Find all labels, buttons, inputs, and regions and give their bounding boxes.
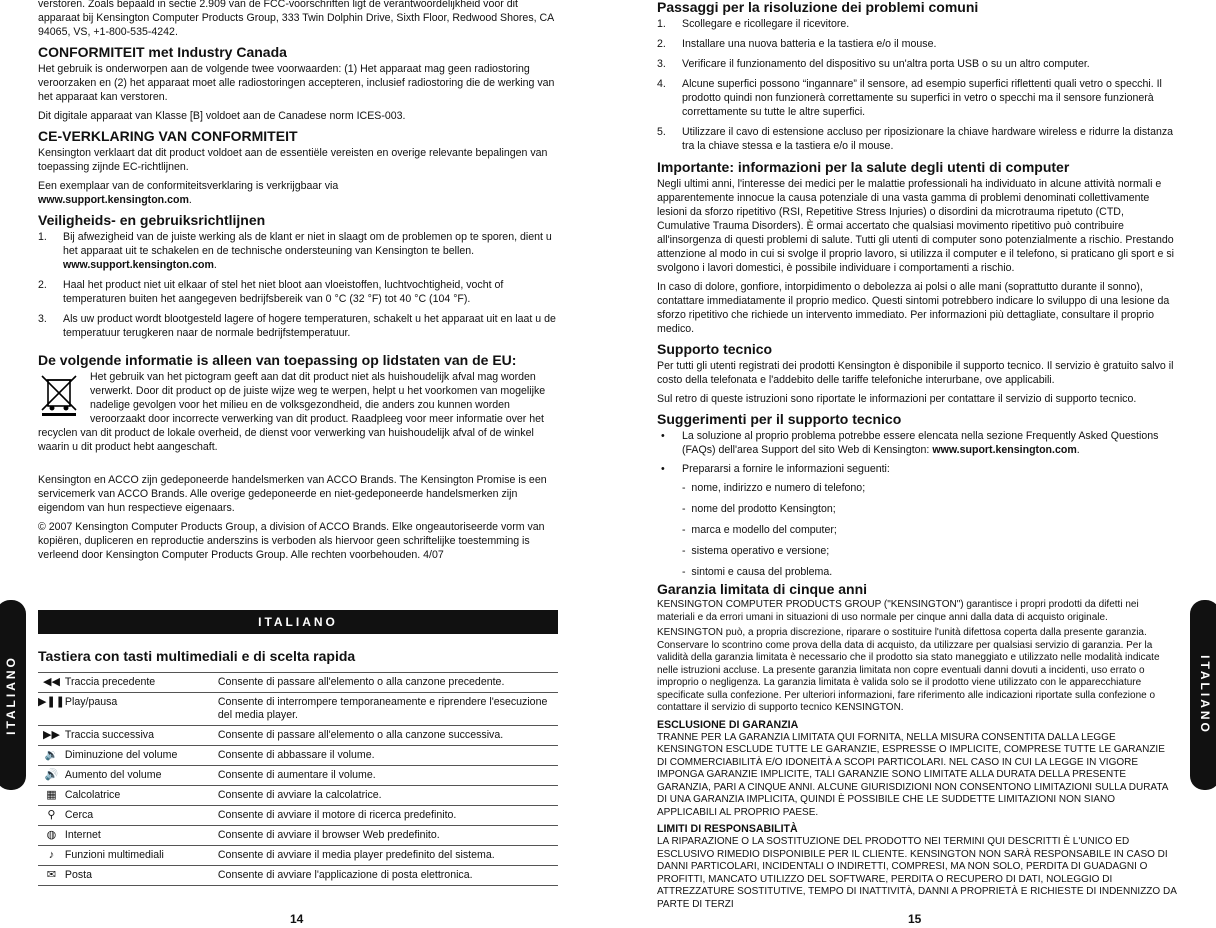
liability-text: LA RIPARAZIONE O LA SOSTITUZIONE DEL PRODOTTO NEI TERMINI QUI DESCRITTI È L'UNICO ED ESCLUSIVO RIMEDIO DISPONIBILE PER IL CLIENTE. KENSINGTON NON SARÀ RESPONSABILE IN CASO DI DANNI PARTICOLARI, INCIDENTALI O INDIRETTI, COMPRESI, MA NON SOLO, PERDITA DI GUADAGNI O PROFITTI, MANCATO UTILIZZO DEL SOFTWARE, PERDITA O RECUPERO DI DATI, NOLEGGIO DI ATTREZZATURE SOSTITUTIVE, TEMPO DI INATTIVITÀ, DANNI A PROPRIETÀ E RICHIESTE DI INDENNIZZO DA PARTE DI TERZI bbox=[657, 836, 1177, 910]
key-name: Calcolatrice bbox=[65, 786, 218, 806]
key-name: Posta bbox=[65, 866, 218, 886]
key-desc: Consente di avviare il motore di ricerca predefinito. bbox=[218, 806, 558, 826]
key-desc: Consente di avviare il browser Web predefinito. bbox=[218, 826, 558, 846]
trouble-item bbox=[657, 77, 1177, 119]
spacer bbox=[38, 459, 558, 473]
weee-bin-icon bbox=[38, 372, 80, 416]
warranty-p2: KENSINGTON può, a propria discrezione, riparare o sostituire l'unità difettosa coperta dalla presente garanzia. Conservare lo scontrino come prova della data di acquisto, da utilizzare per qualsiasi servizio di garanzia. Per la validità della garanzia limitata è necessario che il prodotto sia stato maneggiato e utilizzato nelle modalità indicate nelle istruzioni accluse. La presente garanzia limitata non copre eventuali danni dovuti a incidenti, uso errato o improprio o negligenza. La garanzia limitata è valida solo se il prodotto viene utilizzato con le apparecchiature specificate sulla confezione. Per ulteriori informazioni, fare riferimento alle indicazioni riportate sulla confezione o contattare il servizio di supporto tecnico KENSINGTON. bbox=[657, 627, 1160, 713]
table-row bbox=[38, 806, 558, 826]
ce-p2: Een exemplaar van de conformiteitsverklaring is verkrijgbaar via www.support.kensington.com. bbox=[38, 180, 339, 206]
dash-item: - sistema operativo e versione; bbox=[682, 545, 830, 557]
volume-up-icon: 🔊 bbox=[38, 766, 65, 786]
left-page bbox=[38, 0, 558, 567]
trouble-list bbox=[657, 17, 1177, 153]
key-desc: Consente di avviare l'applicazione di posta elettronica. bbox=[218, 866, 558, 886]
ce-p1: Kensington verklaart dat dit product voldoet aan de essentiële vereisten en overige relevante bepalingen van toepassing zijnde EC-richtlijnen. bbox=[38, 147, 548, 173]
key-desc: Consente di avviare il media player predefinito del sistema. bbox=[218, 846, 558, 866]
item-number: 4. bbox=[657, 78, 666, 90]
eu-block bbox=[38, 370, 558, 454]
page-number-right: 15 bbox=[908, 912, 922, 926]
support-p1: Per tutti gli utenti registrati dei prodotti Kensington è disponibile il supporto tecnico. Il servizio è gratuito salvo il costo della telefonata e l'addebito delle tariffe telefoniche interurbane, ove applicabili. bbox=[657, 360, 1174, 386]
table-row bbox=[38, 866, 558, 886]
copyright-text: © 2007 Kensington Computer Products Group, a division of ACCO Brands. Elke ongeautoriseerde vorm van kopiëren, dupliceren en reproductie anderszins is verboden als hiervoor geen schriftelijke toestemming is verleend door Kensington Computer Products Group. Alle rechten voorbehouden. 4/07 bbox=[38, 521, 545, 561]
item-text: Scollegare e ricollegare il ricevitore. bbox=[682, 18, 850, 30]
safety-title: Veiligheids- en gebruiksrichtlijnen bbox=[38, 212, 266, 228]
key-desc: Consente di aumentare il volume. bbox=[218, 766, 558, 786]
support-url-link[interactable]: www.support.kensington.com bbox=[63, 259, 214, 271]
dash-text: nome, indirizzo e numero di telefono; bbox=[691, 482, 866, 494]
dash-item: - sintomi e causa del problema. bbox=[682, 566, 833, 578]
trouble-item bbox=[657, 17, 1177, 31]
item-text: Alcune superfici possono “ingannare” il sensore, ad esempio superfici riflettenti quali vetro o specchi. Il prodotto quindi non funzionerà correttamente su superfici in vetro o specchi ma il sensore funzionerà correttamente su tutte le altre superfici. bbox=[682, 78, 1162, 118]
next-track-icon: ▶▶ bbox=[38, 726, 65, 746]
item-number: 2. bbox=[38, 279, 47, 291]
key-desc: Consente di avviare la calcolatrice. bbox=[218, 786, 558, 806]
hotkeys-table bbox=[38, 672, 558, 886]
dash-text: nome del prodotto Kensington; bbox=[691, 503, 836, 515]
trouble-title: Passaggi per la risoluzione dei problemi comuni bbox=[657, 0, 979, 15]
dash-item: - marca e modello del computer; bbox=[682, 524, 837, 536]
ce-url-link[interactable]: www.support.kensington.com bbox=[38, 194, 189, 206]
side-tab-label: ITALIANO bbox=[4, 655, 18, 735]
key-name: Play/pausa bbox=[65, 693, 218, 726]
key-name: Traccia precedente bbox=[65, 673, 218, 693]
music-note-icon: ♪ bbox=[38, 846, 65, 866]
exclusion-text: TRANNE PER LA GARANZIA LIMITATA QUI FORNITA, NELLA MISURA CONSENTITA DALLA LEGGE KENSINGTON ESCLUDE TUTTE LE GARANZIE, ESPRESSE O IMPLICITE, COMPRESE TUTTE LE GARANZIE DI COMMERCIABILITÀ E/O IDONEITÀ A SCOPI PARTICOLARI. NEL CASO IN CUI LA LEGGE IN VIGORE IMPONGA GARANZIE IMPLICITE, TALI GARANZIE SONO LIMITATE ALLA DURATA DELLA PRESENTE GARANZIA, PARI A CINQUE ANNI. ALCUNE GIURISDIZIONI NON CONSENTONO LIMITAZIONI SULLA DURATA DI UNA GARANZIA IMPLICITA, QUINDI È POSSIBILE CHE LE SUDDETTE LIMITAZIONI NON SIANO APPLICABILI AL PROPRIO PAESE. bbox=[657, 731, 1168, 818]
health-p1: Negli ultimi anni, l'interesse dei medici per le malattie professionali ha individuato in alcune attività normali e apparentemente innocue la causa potenziale di una vasta gamma di problemi denominati collettivamente lesioni da sforzo ripetitivo (RSI, Repetitive Stress Injuries) o disordini da microtrauma ripetuto (CTD, Cumulative Trauma Disorders). È ormai accertato che qualsiasi movimento ripetitivo può contribuire all'insorgenza di questi problemi di salute. Tutti gli utenti di computer sono potenzialmente a rischio. Prestando attenzione al modo in cui si svolge il proprio lavoro, si utilizza il computer e il telefono, si praticano gli sport e si svolgono i lavori domestici, è possibile individuare i comportamenti a rischio. bbox=[657, 178, 1174, 274]
item-number: 1. bbox=[38, 231, 47, 243]
support-p2: Sul retro di queste istruzioni sono riportate le informazioni per contattare il servizio di supporto tecnico. bbox=[657, 393, 1137, 405]
table-row bbox=[38, 693, 558, 726]
side-tab-right bbox=[1190, 600, 1216, 790]
tip-item bbox=[657, 462, 1177, 476]
key-name: Traccia successiva bbox=[65, 726, 218, 746]
dash-text: sintomi e causa del problema. bbox=[691, 566, 833, 578]
key-desc: Consente di interrompere temporaneamente e riprendere l'esecuzione del media player. bbox=[218, 693, 558, 726]
safety-item bbox=[38, 312, 558, 340]
item-text: Als uw product wordt blootgesteld lagere of hogere temperaturen, schakelt u het apparaat uit en laat u de temperatuur terugkeren naar de normale bedrijfstemperatuur. bbox=[63, 313, 556, 339]
page-number-left: 14 bbox=[290, 912, 304, 926]
trouble-item bbox=[657, 125, 1177, 153]
table-row bbox=[38, 846, 558, 866]
health-title: Importante: informazioni per la salute degli utenti di computer bbox=[657, 159, 1070, 175]
volume-down-icon: 🔉 bbox=[38, 746, 65, 766]
canada-p1: Het gebruik is onderworpen aan de volgende twee voorwaarden: (1) Het apparaat mag geen radiostoring veroorzaken en (2) het apparaat moet alle radiostoringen accepteren, inclusief radiostoring die de werking van het apparaat kan verstoren. bbox=[38, 63, 555, 103]
item-number: 5. bbox=[657, 126, 666, 138]
fcc-intro: verstoren. Zoals bepaald in sectie 2.909 van de FCC-voorschriften ligt de verantwoordelijkheid voor dit apparaat bij Kensington Computer Products Group, 333 Twin Dolphin Drive, Sixth Floor, Redwood Shores, CA 94065, VS, +1-800-535-4242. bbox=[38, 0, 554, 38]
tip-text: Prepararsi a fornire le informazioni seguenti: bbox=[682, 463, 890, 475]
safety-list bbox=[38, 230, 558, 340]
key-name: Cerca bbox=[65, 806, 218, 826]
item-number: 3. bbox=[657, 58, 666, 70]
key-name: Diminuzione del volume bbox=[65, 746, 218, 766]
eu-text bbox=[38, 370, 558, 454]
key-desc: Consente di passare all'elemento o alla canzone successiva. bbox=[218, 726, 558, 746]
safety-item: 1. Bij afwezigheid van de juiste werking als de klant er niet in slaagt om de problemen op te sporen, dient u het apparaat uit te schakelen en de technische ondersteuning van Kensington te bellen. www.support.kensington.com. bbox=[38, 231, 552, 271]
table-row bbox=[38, 673, 558, 693]
item-text: Bij afwezigheid van de juiste werking als de klant er niet in slaagt om de problemen op te sporen, dient u het apparaat uit te schakelen en de technische ondersteuning van Kensington te bellen. bbox=[63, 231, 552, 257]
dash-item: - nome del prodotto Kensington; bbox=[682, 503, 836, 515]
dash-text: marca e modello del computer; bbox=[691, 524, 837, 536]
tip-text: La soluzione al proprio problema potrebbe essere elencata nella sezione Frequently Asked Questions (FAQs) dell'area Support del sito Web di Kensington: bbox=[682, 430, 1159, 456]
trouble-item bbox=[657, 37, 1177, 51]
side-tab-left bbox=[0, 600, 26, 790]
canada-title: CONFORMITEIT met Industry Canada bbox=[38, 44, 287, 60]
table-row bbox=[38, 786, 558, 806]
search-icon: ⚲ bbox=[38, 806, 65, 826]
globe-icon: ◍ bbox=[38, 826, 65, 846]
side-tab-label: ITALIANO bbox=[1198, 655, 1212, 735]
item-number: 1. bbox=[657, 18, 666, 30]
table-row bbox=[38, 726, 558, 746]
item-text: Utilizzare il cavo di estensione accluso per riposizionare la chiave hardware wireless e ridurre la distanza tra la chiave stessa e la tastiera e/o il mouse. bbox=[682, 126, 1174, 152]
warranty-title: Garanzia limitata di cinque anni bbox=[657, 581, 868, 597]
support-title: Supporto tecnico bbox=[657, 341, 773, 357]
table-row bbox=[38, 826, 558, 846]
mail-icon: ✉ bbox=[38, 866, 65, 886]
key-name: Internet bbox=[65, 826, 218, 846]
bullet: • bbox=[661, 430, 665, 442]
faq-url-link[interactable]: www.suport.kensington.com bbox=[932, 444, 1077, 456]
dash-item: - nome, indirizzo e numero di telefono; bbox=[682, 482, 866, 494]
table-row bbox=[38, 746, 558, 766]
item-number: 3. bbox=[38, 313, 47, 325]
tip-item: • La soluzione al proprio problema potrebbe essere elencata nella sezione Frequently Asked Questions (FAQs) dell'area Support del sito Web di Kensington: www.suport.kensington.com. bbox=[661, 430, 1159, 456]
bullet: • bbox=[661, 463, 665, 475]
trouble-item bbox=[657, 57, 1177, 71]
key-desc: Consente di abbassare il volume. bbox=[218, 746, 558, 766]
tips-title: Suggerimenti per il supporto tecnico bbox=[657, 411, 902, 427]
health-p2: In caso di dolore, gonfiore, intorpidimento o debolezza ai polsi o alle mani (soprattutto durante il sonno), contattare immediatamente il proprio medico. Questi sintomi potrebbero indicare lo sviluppo di una lesione da sforzo ripetitivo che richiede un intervento immediato. Per informazioni più dettagliate, consultare il proprio medico. bbox=[657, 281, 1170, 335]
italiano-banner: ITALIANO bbox=[38, 610, 558, 634]
ce-title: CE-VERKLARING VAN CONFORMITEIT bbox=[38, 128, 298, 144]
eu-title: De volgende informatie is alleen van toepassing op lidstaten van de EU: bbox=[38, 352, 517, 368]
key-name: Funzioni multimediali bbox=[65, 846, 218, 866]
ce-p2-text: Een exemplaar van de conformiteitsverklaring is verkrijgbaar via bbox=[38, 180, 339, 192]
canada-p2: Dit digitale apparaat van Klasse [B] voldoet aan de Canadese norm ICES-003. bbox=[38, 110, 406, 122]
table-row bbox=[38, 766, 558, 786]
warranty-p1: KENSINGTON COMPUTER PRODUCTS GROUP ("KENSINGTON") garantisce i propri prodotti da difetti nei materiali e da errori umani in situazioni di uso normale per cinque anni dalla data di acquisto originale. bbox=[657, 599, 1139, 623]
dash-text: sistema operativo e versione; bbox=[691, 545, 830, 557]
key-name: Aumento del volume bbox=[65, 766, 218, 786]
previous-track-icon: ◀◀ bbox=[38, 673, 65, 693]
eu-text-body: Het gebruik van het pictogram geeft aan dat dit product niet als huishoudelijk afval mag worden verwerkt. Door dit product op de juiste wijze weg te werpen, helpt u het voorkomen van mogelijke nadelige gevolgen voor het milieu en de volksgezondheid, die anders zou kunnen worden veroorzaakt door incorrecte verwerking van dit product. Raadpleeg voor meer informatie over het recyclen van dit product de lokale overheid, de dienst voor verwerking van huishoudelijk afval of de winkel waarin u dit product hebt aangeschaft. bbox=[38, 371, 546, 453]
item-text: Verificare il funzionamento del dispositivo su un'altra porta USB o su un altro computer. bbox=[682, 58, 1090, 70]
play-pause-icon: ▶❚❚ bbox=[38, 693, 65, 726]
calculator-icon: ▦ bbox=[38, 786, 65, 806]
item-text: Haal het product niet uit elkaar of stel het niet bloot aan vloeistoffen, luchtvochtigheid, vocht of temperaturen buiten het aangegeven bedrijfsbereik van 0 °C (32 °F) tot 40 °C (104 °F). bbox=[63, 279, 504, 305]
keys-title: Tastiera con tasti multimediali e di scelta rapida bbox=[38, 648, 356, 664]
safety-item bbox=[38, 278, 558, 306]
key-desc: Consente di passare all'elemento o alla canzone precedente. bbox=[218, 673, 558, 693]
item-text: Installare una nuova batteria e la tastiera e/o il mouse. bbox=[682, 38, 937, 50]
trademark-text: Kensington en ACCO zijn gedeponeerde handelsmerken van ACCO Brands. The Kensington Promise is een servicemerk van ACCO Brands. Alle overige gedeponeerde en niet-gedeponeerde handelsmerken zijn eigendom van hun respectieve eigenaars. bbox=[38, 474, 547, 514]
exclusion-title: ESCLUSIONE DI GARANZIA bbox=[657, 718, 799, 731]
liability-title: LIMITI DI RESPONSABILITÀ bbox=[657, 823, 798, 835]
right-page bbox=[657, 0, 1177, 914]
item-number: 2. bbox=[657, 38, 666, 50]
